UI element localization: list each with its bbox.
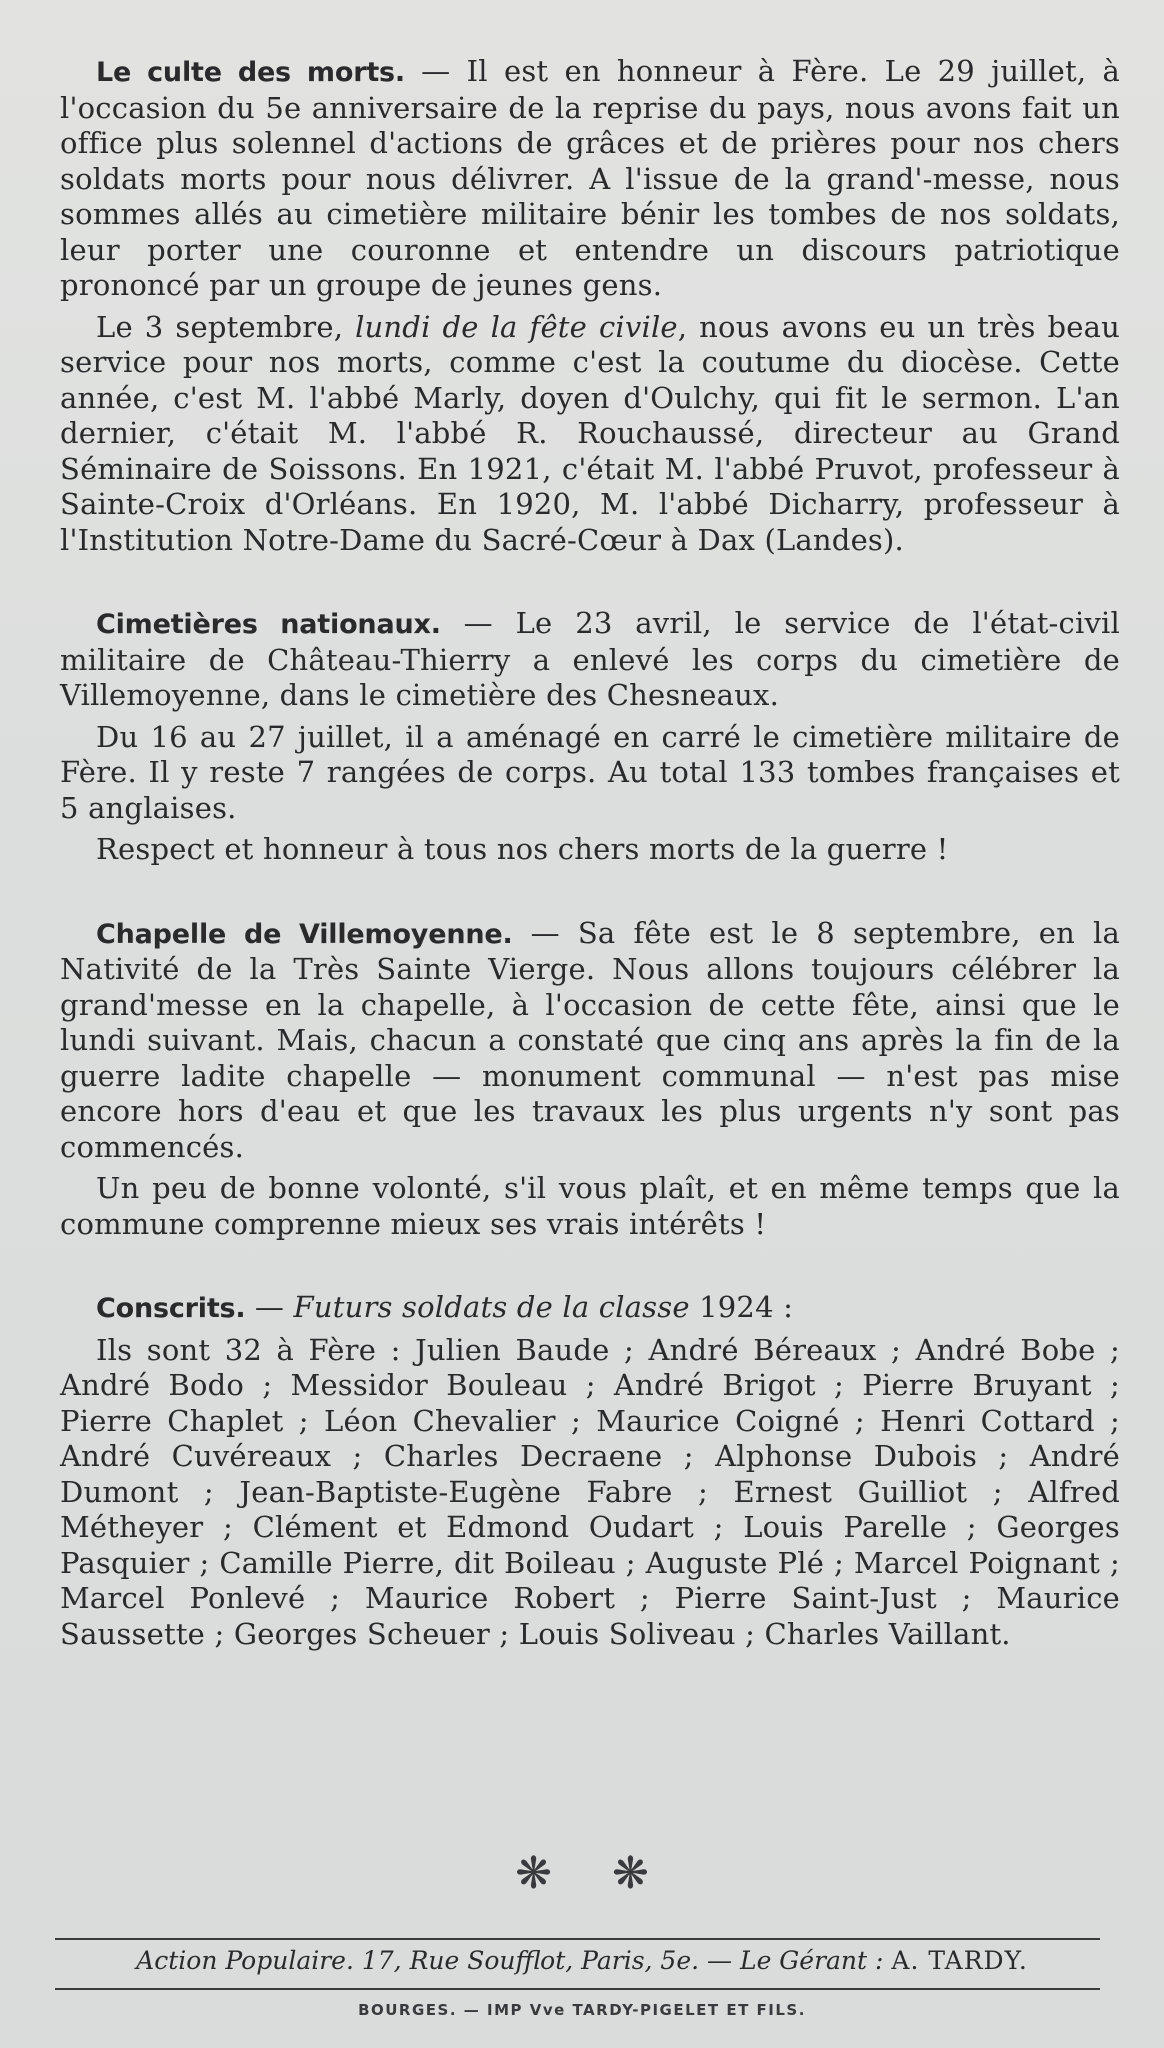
paragraph-text: Le 3 septembre, xyxy=(96,309,356,344)
section-heading: Cimetières nationaux. xyxy=(96,609,441,640)
italic-text: lundi de la fête civile xyxy=(355,309,678,344)
section-heading: Conscrits. xyxy=(96,1293,246,1324)
heading-dash: — xyxy=(404,54,467,88)
paragraph xyxy=(60,916,1120,1166)
paragraph xyxy=(60,310,1120,559)
heading-dash: — xyxy=(512,915,578,950)
paragraph: Ils sont 32 à Fère : Julien Baude ; André Béreaux ; André Bobe ; André Bodo ; Messidor Bouleau ; André Brigot ; Pierre Bruyant ; Pierre Chaplet ; Léon Chevalier ; Maurice Coigné ; Henri Cottard ; André Cuvéreaux ; Charles Decraene ; Alphonse Dubois ; André Dumont ; Jean-Baptiste-Eugène Fabre ; Ernest Guilliot ; Alfred Métheyer ; Clément et Edmond Oudart ; Louis Parelle ; Georges Pasquier ; Camille Pierre, dit Boileau ; Auguste Plé ; Marcel Poignant ; Marcel Ponlevé ; Maurice Robert ; Pierre Saint-Just ; Maurice Saussette ; Georges Scheuer ; Louis Soliveau ; Charles Vaillant. xyxy=(60,1332,1120,1651)
section-heading: Chapelle de Villemoyenne. xyxy=(96,918,513,950)
section-cimetieres-nationaux xyxy=(60,606,1120,868)
flower-ornament-icon: ❋ xyxy=(515,1848,612,1899)
flower-ornament-icon: ❋ xyxy=(612,1848,709,1899)
paragraph-text: , nous avons eu un très beau service pour nos morts, comme c'est la coutume du diocèse. Cette année, c'est M. l'abbé Marly, doyen d'Oulchy, qui fit le sermon. L'an dernier, c'était M. l'abbé R. Rouchaussé, directeur au Grand Séminaire de Soissons. En 1921, c'était M. l'abbé Pruvot, professeur à Sainte-Croix d'Orléans. En 1920, M. l'abbé Dicharry, professeur à l'Institution Notre-Dame du Sacré-Cœur à Dax (Landes). xyxy=(60,309,1120,557)
paragraph: Respect et honneur à tous nos chers morts de la guerre ! xyxy=(96,832,949,866)
heading-dash: — xyxy=(245,1290,294,1324)
section-chapelle-de-villemoyenne xyxy=(60,916,1120,1243)
paragraph-text: Le 23 avril, le service de l'état-civil militaire de Château-Thierry a enlevé les corps du cimetière de Villemoyenne, dans le cimetière des Chesneaux. xyxy=(60,606,1120,712)
divider xyxy=(55,1988,1100,1990)
imprint-text: Action Populaire. 17, Rue Soufflot, Paris, 5e. — Le Gérant : xyxy=(136,1946,892,1975)
paragraph-text: Sa fête est le 8 septembre, en la Nativité de la Très Sainte Vierge. Nous allons toujours célébrer la grand'messe en la chapelle, à l'occasion de cette fête, ainsi que le lundi suivant. Mais, chacun a constaté que cinq ans après la fin de la guerre ladite chapelle — monument communal — n'est pas mise encore hors d'eau et que les travaux les plus urgents n'y sont pas commencés. xyxy=(60,915,1120,1164)
paragraph xyxy=(60,606,1120,714)
section-heading: Le culte des morts. xyxy=(96,57,405,88)
heading-dash: — xyxy=(440,606,516,640)
imprint-line xyxy=(0,1946,1164,1975)
italic-text: Futurs soldats de la classe xyxy=(293,1290,690,1324)
manager-name: A. TARDY. xyxy=(891,1946,1028,1975)
section-culte-des-morts xyxy=(60,54,1120,558)
paragraph-text: 1924 : xyxy=(689,1290,794,1324)
ornament-row xyxy=(0,1848,1164,1899)
paragraph: Du 16 au 27 juillet, il a aménagé en carré le cimetière militaire de Fère. Il y reste 7 rangées de corps. Au total 133 tombes françaises et 5 anglaises. xyxy=(60,719,1120,825)
paragraph-text: Il est en honneur à Fère. Le 29 juillet, à l'occasion du 5e anniversaire de la reprise du pays, nous avons fait un office plus solennel d'actions de grâces et de prières pour nos chers soldats morts pour nous délivrer. A l'issue de la grand'-messe, nous sommes allés au cimetière militaire bénir les tombes de nos soldats, leur porter une couronne et entendre un discours patriotique prononcé par un groupe de jeunes gens. xyxy=(60,54,1120,302)
divider xyxy=(55,1938,1100,1940)
paragraph: Un peu de bonne volonté, s'il vous plaît, et en même temps que la commune comprenne mieux ses vrais intérêts ! xyxy=(60,1171,1120,1241)
printer-line: BOURGES. — IMP Vve TARDY-PIGELET ET FILS. xyxy=(358,2001,806,2019)
paragraph xyxy=(60,1290,1120,1327)
paragraph xyxy=(60,54,1120,304)
section-conscrits xyxy=(60,1290,1120,1652)
